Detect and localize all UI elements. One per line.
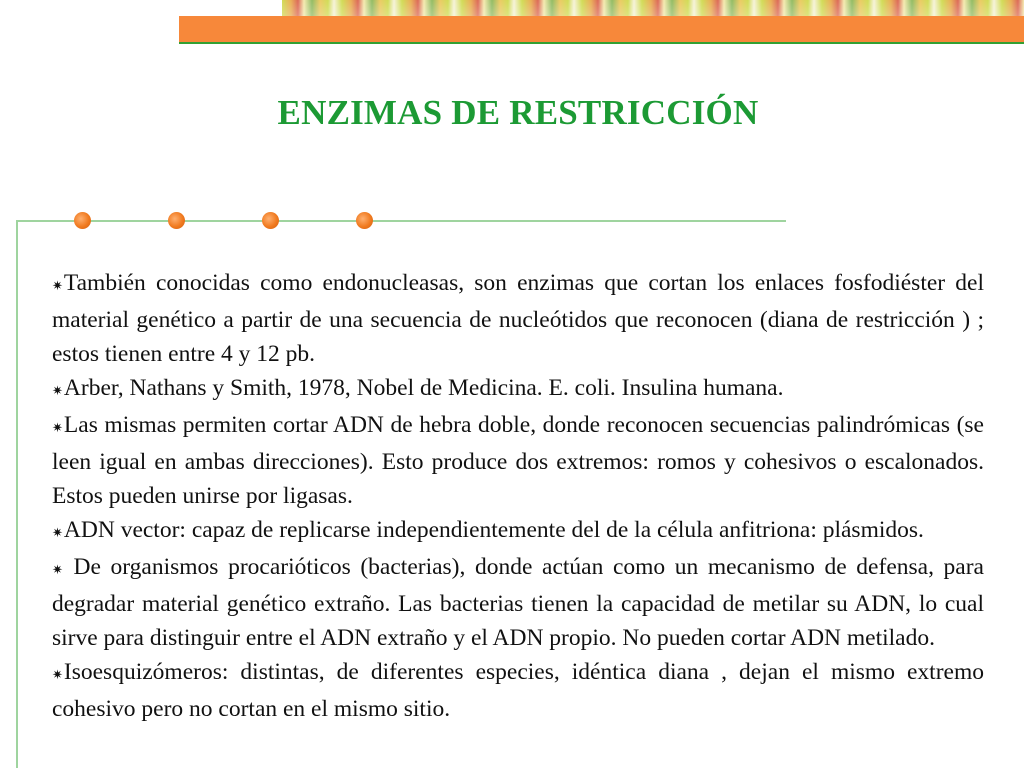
- bullet-star-icon: ✷: [52, 420, 63, 435]
- paragraph-text: De organismos procarióticos (bacterias), donde actúan como un mecanismo de defensa, para degradar material genético extraño. Las bacterias tienen la capacidad de metilar su ADN, lo cual sirve para distinguir entre el ADN extraño y el ADN propio. No pueden cortar ADN metilado.: [52, 554, 984, 651]
- bullet-star-icon: ✷: [52, 667, 63, 682]
- bullet-star-icon: ✷: [52, 525, 63, 540]
- frame-vertical-line: [16, 220, 18, 768]
- bullet-paragraph-4: [52, 513, 984, 550]
- bullet-star-icon: ✷: [52, 562, 63, 577]
- paragraph-text: Las mismas permiten cortar ADN de hebra doble, donde reconocen secuencias palindrómicas (se leen igual en ambas direcciones). Esto produce dos extremos: romos y cohesivos o escalonados. Estos pueden unirse por ligasas.: [52, 412, 984, 509]
- decorative-dot-2: [168, 212, 185, 229]
- decorative-dot-4: [356, 212, 373, 229]
- paragraph-text: ADN vector: capaz de replicarse independientemente del de la célula anfitriona: plásmidos.: [63, 517, 924, 543]
- frame-horizontal-line: [16, 220, 786, 222]
- bullet-star-icon: ✷: [52, 278, 63, 293]
- bullet-paragraph-2: [52, 371, 984, 408]
- paragraph-text: También conocidas como endonucleasas, son enzimas que cortan los enlaces fosfodiéster del material genético a partir de una secuencia de nucleótidos que reconocen (diana de restricción ) ; estos tienen entre 4 y 12 pb.: [52, 270, 984, 367]
- slide-title: ENZIMAS DE RESTRICCIÓN: [277, 93, 759, 132]
- orange-header-bar: [179, 16, 1024, 42]
- bullet-paragraph-3: [52, 408, 984, 513]
- bullet-paragraph-6: [52, 655, 984, 726]
- bullet-paragraph-1: [52, 266, 984, 371]
- paragraph-text: Arber, Nathans y Smith, 1978, Nobel de Medicina. E. coli. Insulina humana.: [63, 375, 784, 401]
- paragraph-text: Isoesquizómeros: distintas, de diferentes especies, idéntica diana , dejan el mismo extremo cohesivo pero no cortan en el mismo sitio.: [52, 659, 984, 722]
- slide-body: [52, 266, 984, 726]
- bullet-paragraph-5: [52, 550, 984, 655]
- bullet-star-icon: ✷: [52, 383, 63, 398]
- decorative-dot-1: [74, 212, 91, 229]
- decorative-dot-3: [262, 212, 279, 229]
- top-banner-overlay: [282, 0, 1024, 16]
- green-header-line: [179, 42, 1024, 44]
